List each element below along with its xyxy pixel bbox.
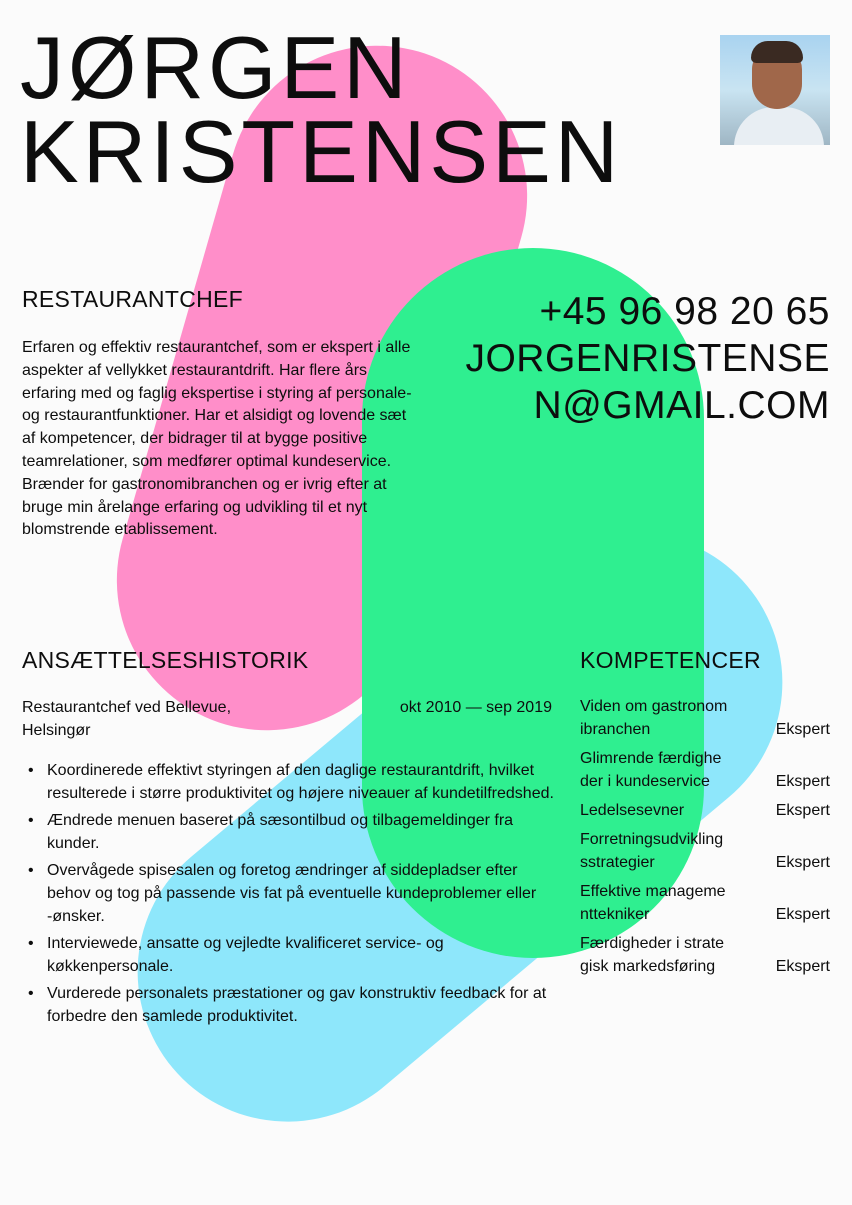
duty-text: Ændrede menuen baseret på sæsontilbud og tilbagemeldinger fra kunder. (47, 812, 514, 852)
profile-photo (720, 35, 830, 145)
profile-title: RESTAURANTCHEF (22, 286, 244, 312)
skill-item (580, 695, 830, 741)
skills-section-title: KOMPETENCER (580, 647, 761, 673)
skill-name: Forretningsudviklingsstrategier (580, 831, 724, 871)
employment-section-title: ANSÆTTELSESHISTORIK (22, 647, 309, 673)
list-item: • Ændrede menuen baseret på sæsontilbud og tilbagemeldinger fra kunder. (28, 812, 514, 852)
skill-item (580, 799, 830, 822)
list-item: • Overvågede spisesalen og foretog ændringer af siddepladser efter behov og tog på passende vis fat på eventuelle kundeproblemer eller -ønsker. (28, 862, 537, 925)
duty-text: Interviewede, ansatte og vejledte kvalificeret service- og køkkenpersonale. (47, 935, 444, 975)
skill-item (580, 747, 830, 793)
list-item: • Koordinerede effektivt styringen af den daglige restaurantdrift, hvilket resulterede i større produktivitet og højere niveauer af kundetilfredshed. (28, 762, 554, 802)
job-duties-list (22, 759, 562, 1032)
skill-name: Effektive managementtekniker (580, 883, 726, 923)
profile-summary: Erfaren og effektiv restaurantchef, som er ekspert i alle aspekter af vellykket restaurantdrift. Har flere års erfaring med og faglig ekspertise i styring af personale- og restaurantfunktioner. Har et alsidigt og lovende sæt af kompetencer, der bidrager til at bygge positive teamrelationer, som medfører optimal kundeservice. Brænder for gastronomibranchen og er ivrig efter at bruge min årelange erfaring og udvikling til et nyt blomstrende etablissement. (22, 339, 412, 539)
skill-item (580, 880, 830, 926)
skill-name: Viden om gastronomibranchen (580, 698, 728, 738)
duty-text: Koordinerede effektivt styringen af den daglige restaurantdrift, hvilket resulterede i større produktivitet og højere niveauer af kundetilfredshed. (47, 762, 554, 802)
photo-shirt (734, 107, 824, 145)
skill-name: Glimrende færdigheder i kundeservice (580, 750, 722, 790)
list-item: • Vurderede personalets præstationer og gav konstruktiv feedback for at forbedre den samlede produktivitet. (28, 985, 547, 1025)
job-entry (22, 696, 552, 742)
skill-level: Ekspert (775, 721, 830, 738)
skill-name: Færdigheder i strategisk markedsføring (580, 935, 725, 975)
skills-list (580, 695, 830, 984)
list-item: • Interviewede, ansatte og vejledte kvalificeret service- og køkkenpersonale. (28, 935, 444, 975)
duty-text: Vurderede personalets præstationer og gav konstruktiv feedback for at forbedre den samlede produktivitet. (47, 985, 547, 1025)
job-position: Restaurantchef ved Bellevue, Helsingør (22, 699, 232, 739)
skill-name: Ledelsesevner (580, 802, 685, 819)
skill-level: Ekspert (775, 854, 830, 871)
skill-level: Ekspert (775, 773, 830, 790)
phone-number[interactable]: +45 96 98 20 65 (539, 290, 830, 333)
skill-item (580, 828, 830, 874)
skill-level: Ekspert (775, 958, 830, 975)
skill-level: Ekspert (775, 906, 830, 923)
candidate-name: JØRGEN KRISTENSEN (20, 18, 623, 201)
email-line-2[interactable]: N@GMAIL.COM (533, 384, 830, 427)
job-dates: okt 2010 — sep 2019 (399, 699, 552, 716)
skill-item (580, 932, 830, 978)
contact-info (465, 288, 830, 429)
email-line-1[interactable]: JORGENRISTENSE (465, 337, 830, 380)
photo-hair (751, 41, 803, 63)
skill-level: Ekspert (775, 802, 830, 819)
duty-text: Overvågede spisesalen og foretog ændringer af siddepladser efter behov og tog på passende vis fat på eventuelle kundeproblemer eller -ønsker. (47, 862, 537, 925)
